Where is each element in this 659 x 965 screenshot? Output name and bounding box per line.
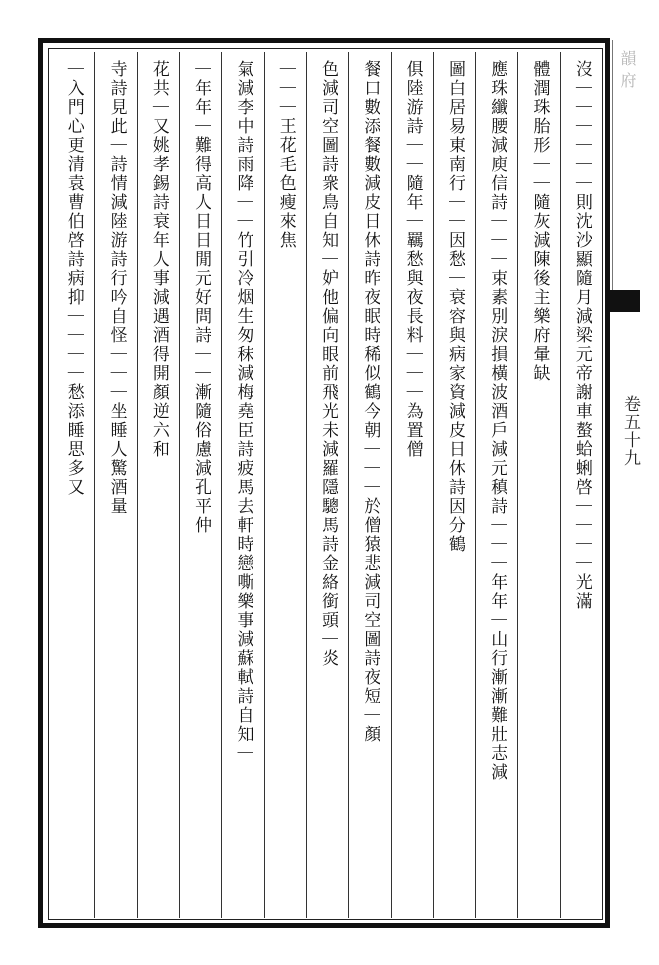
text-column-1: [560, 52, 602, 918]
column-text: 體潤珠胎形｜｜隨灰減陳後主樂府暈缺: [529, 60, 550, 383]
column-text: ｜年年｜難得高人日日閒元好問詩｜｜漸隨俗慮減孔平仲: [191, 60, 212, 535]
text-column-6: [348, 52, 390, 918]
column-text: 應珠纖腰減庾信詩｜｜｜束素別淚損橫波酒戶減元稹詩｜｜｜年年｜山行漸漸難壯志減: [487, 60, 508, 782]
text-column-8: [264, 52, 306, 918]
column-text: 餐口數添餐數減皮日休詩昨夜眠時稀似鶴今朝｜｜｜於僧猿悲減司空圖詩夜短｜顏: [360, 60, 381, 744]
column-text: 俱陸游詩｜｜隨年｜羈愁與夜長料｜｜｜為置僧: [402, 60, 423, 459]
column-text: 寺詩見此｜詩情減陸游詩行吟自怪｜｜｜坐睡人驚酒量: [106, 60, 127, 516]
column-text: ｜入門心更清袁曹伯啓詩病抑｜｜｜｜愁添睡思多又: [63, 60, 84, 497]
text-column-10: [179, 52, 221, 918]
text-column-11: [137, 52, 179, 918]
column-text: ｜｜｜王花毛色瘦來焦: [275, 60, 296, 250]
text-column-5: [391, 52, 433, 918]
text-column-3: [475, 52, 517, 918]
volume-label: 卷五十九: [620, 395, 640, 467]
column-text: 花共｜又姚孝錫詩衰年人事減遇酒得開顏逆六和: [148, 60, 169, 459]
text-column-13: [52, 52, 94, 918]
text-column-4: [433, 52, 475, 918]
column-text: 氣減李中詩雨降｜｜竹引冷烟生匆秣減梅堯臣詩疲馬去軒時戀嘶樂事減蘇軾詩自知｜: [233, 60, 254, 763]
text-column-9: [221, 52, 263, 918]
margin-title: 韻府: [618, 50, 637, 94]
column-text: 圖白居易東南行｜｜因愁｜衰容與病家資減皮日休詩因分鶴: [444, 60, 465, 554]
text-column-12: [94, 52, 136, 918]
margin-rule: [612, 40, 613, 300]
column-text: 色減司空圖詩衆鳥自知｜妒他偏向眼前飛光未減羅隱驄馬詩金絡銜頭｜炎: [318, 60, 339, 668]
text-column-7: [306, 52, 348, 918]
text-column-2: [517, 52, 559, 918]
column-text: 沒｜｜｜｜｜｜則沈沙顯隨月減梁元帝謝車螯蛤蜊啓｜｜｜｜光滿: [571, 60, 592, 611]
text-columns: [52, 52, 602, 918]
fishtail-mark: [610, 290, 640, 312]
